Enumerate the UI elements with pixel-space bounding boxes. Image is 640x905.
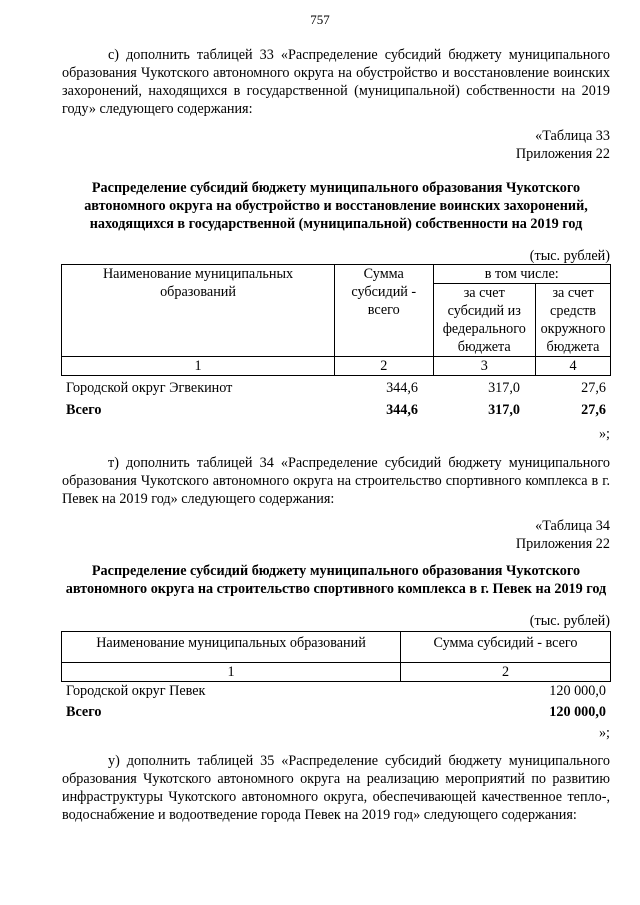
table33-ref-line2: Приложения 22 xyxy=(515,146,610,162)
table34-total-value: 120 000,0 xyxy=(549,704,606,720)
table33-row-name: Городской округ Эгвекинот xyxy=(66,380,233,396)
table33-colnum-2: 2 xyxy=(335,357,433,376)
paragraph-c: с) дополнить таблицей 33 «Распределение субсидий бюджету муниципального образования Чукотского автономного округа на обустройство и восстановление воинских захоронений, находящихся в государственной (муниципальной) собственности на 2019 году» следующего содержания: xyxy=(62,47,610,117)
table33-row-value-okrug: 27,6 xyxy=(581,380,606,396)
table33-title: Распределение субсидий бюджету муниципального образования Чукотского автономного округа на обустройство и восстановление воинских захоронений, находящихся в государственной (муниципальной) собственности на 2019 год xyxy=(84,180,588,232)
paragraph-t: т) дополнить таблицей 34 «Распределение субсидий бюджету муниципального образования Чукотского автономного округа на строительство спортивного комплекса в г. Певек на 2019 год» следующего содержания: xyxy=(62,455,610,507)
table33-total-okrug: 27,6 xyxy=(581,402,606,418)
table33-total-sum: 344,6 xyxy=(386,402,418,418)
table34-ref-line2: Приложения 22 xyxy=(515,536,610,552)
table33-header-okrug: за счет средств окружного бюджета xyxy=(536,284,611,357)
table34 xyxy=(61,631,611,682)
table34-row-name: Городской округ Певек xyxy=(66,683,206,699)
table33-total-federal: 317,0 xyxy=(488,402,520,418)
table33-header-federal: за счет субсидий из федерального бюджета xyxy=(433,284,536,357)
table33-colnum-1: 1 xyxy=(62,357,335,376)
table34-row-value: 120 000,0 xyxy=(549,683,606,699)
table33-reference xyxy=(516,127,610,163)
table33-colnum-4: 4 xyxy=(536,357,611,376)
paragraph-u: у) дополнить таблицей 35 «Распределение субсидий бюджету муниципального образования Чукотского автономного округа на реализацию мероприятий по развитию инфраструктуры Чукотского автономного округа, обеспечивающей качественное тепло-, водоснабжение и водоотведение города Певек на 2019 год» следующего содержания: xyxy=(62,753,610,823)
table33-ref-line1: «Таблица 33 xyxy=(535,128,610,144)
table33-header-including: в том числе: xyxy=(433,265,611,284)
table33-total-label: Всего xyxy=(66,402,102,418)
table33-header-sum: Сумма субсидий - всего xyxy=(335,265,433,357)
table34-colnum-1: 1 xyxy=(62,663,401,682)
table34-unit: (тыс. рублей) xyxy=(529,613,610,629)
table34-header-name: Наименование муниципальных образований xyxy=(62,632,401,663)
table34-colnum-2: 2 xyxy=(401,663,611,682)
table34-close-quote: »; xyxy=(598,725,610,741)
page-number: 757 xyxy=(310,12,330,27)
table33-close-quote: »; xyxy=(598,426,610,442)
table34-header-sum: Сумма субсидий - всего xyxy=(401,632,611,663)
table33-row-value-federal: 317,0 xyxy=(488,380,520,396)
table33-header-name: Наименование муниципальных образований xyxy=(62,265,335,357)
table33 xyxy=(61,264,611,376)
table34-ref-line1: «Таблица 34 xyxy=(535,518,610,534)
table33-colnum-3: 3 xyxy=(433,357,536,376)
table34-total-label: Всего xyxy=(66,704,102,720)
table34-reference xyxy=(516,517,610,553)
table33-row-value-total: 344,6 xyxy=(386,380,418,396)
table34-title: Распределение субсидий бюджету муниципального образования Чукотского автономного округа на строительство спортивного комплекса в г. Певек на 2019 год xyxy=(65,563,607,597)
table33-unit: (тыс. рублей) xyxy=(529,248,610,264)
